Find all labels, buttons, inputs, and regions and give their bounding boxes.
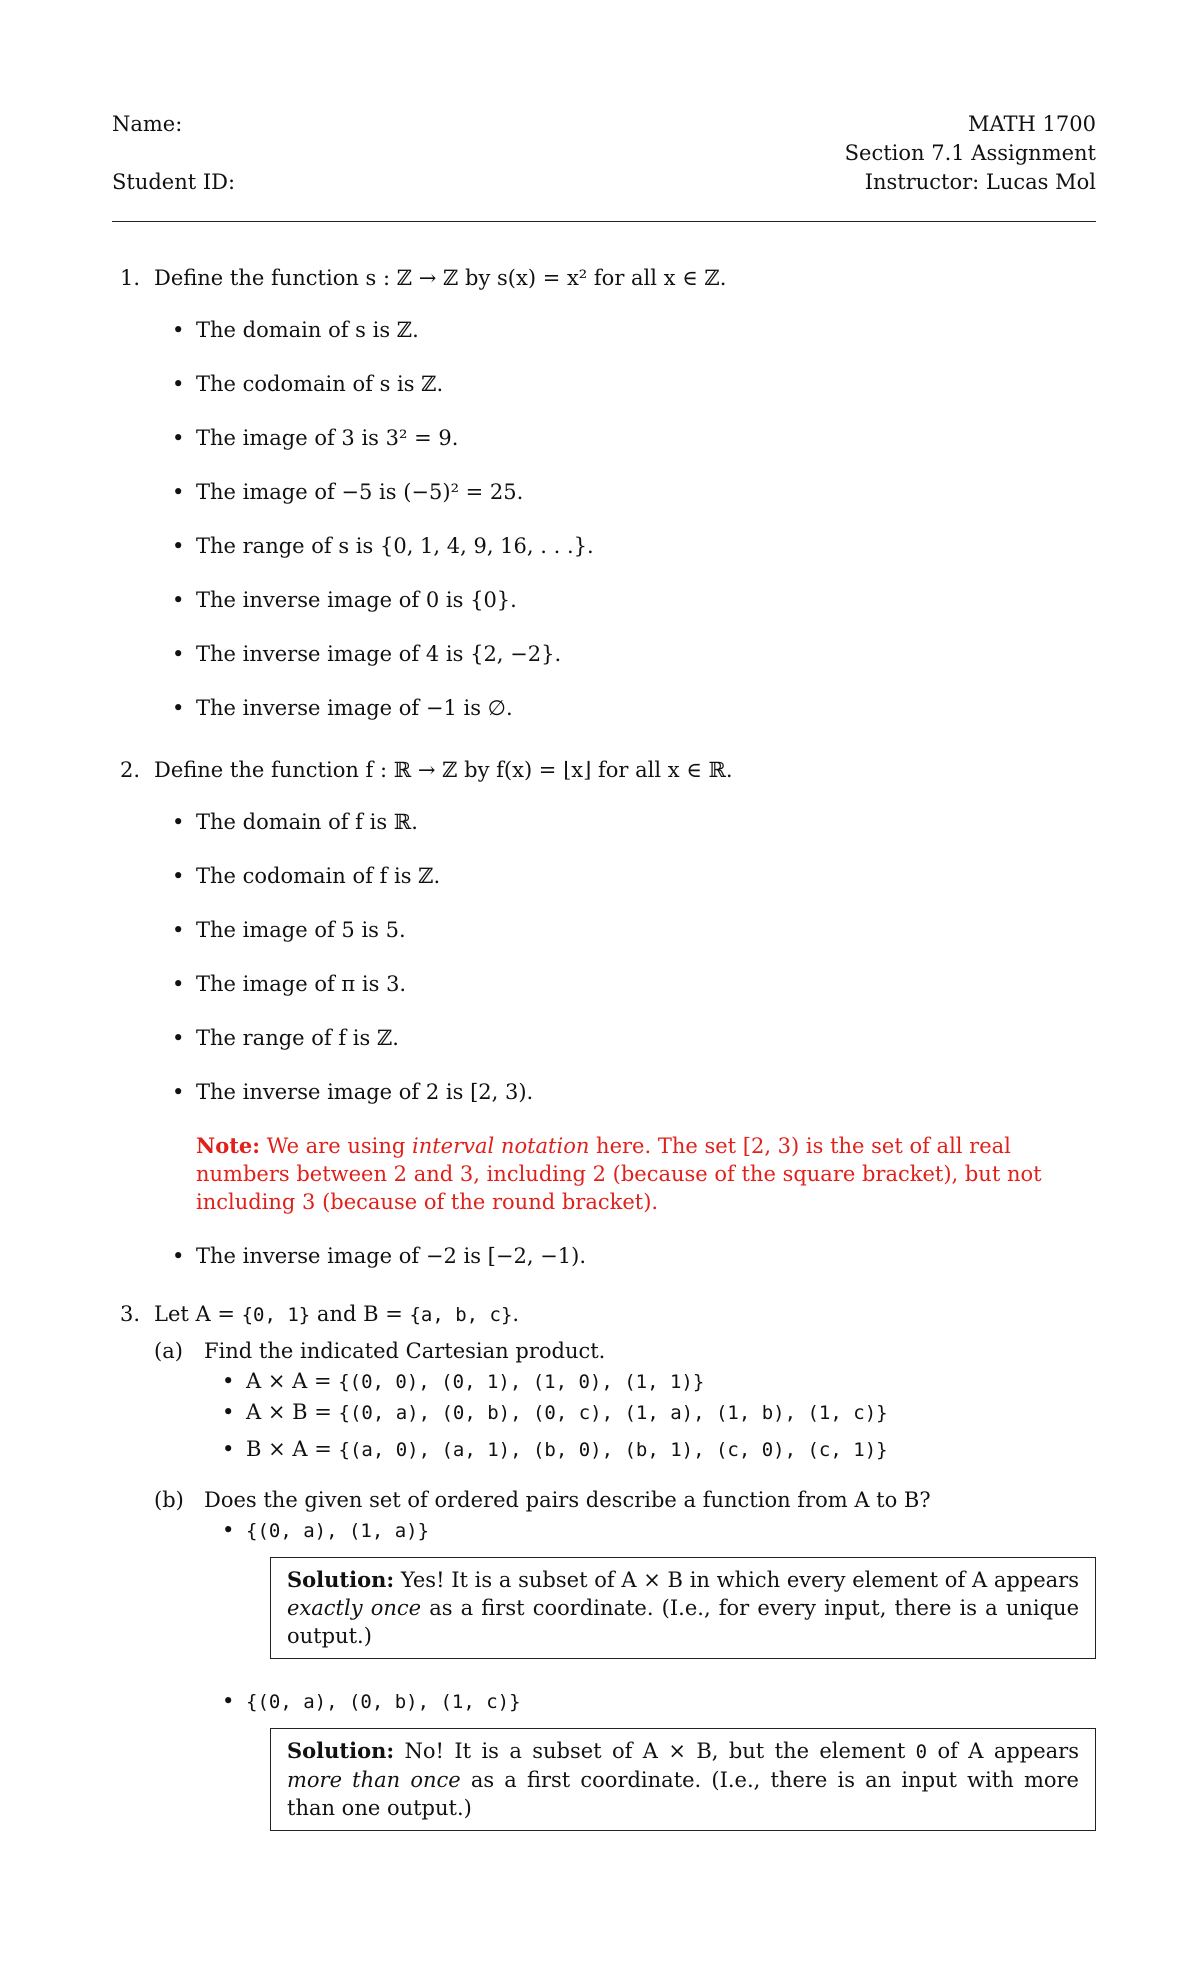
solution-label: Solution: bbox=[287, 1567, 395, 1592]
note-label: Note: bbox=[196, 1133, 261, 1158]
question-3 bbox=[112, 1300, 1096, 1831]
question-statement: Define the function s : ℤ → ℤ by s(x) = x² for all x ∈ ℤ. bbox=[154, 266, 727, 290]
question-number: 1. bbox=[120, 266, 141, 290]
list-item: • The inverse image of −2 is [−2, −1). bbox=[172, 1242, 1096, 1270]
header-divider bbox=[112, 221, 1096, 222]
question-statement: Let A = {0, 1} and B = {a, b, c}. bbox=[154, 1302, 520, 1326]
question-1-list bbox=[154, 316, 1096, 722]
question-2-list-cont bbox=[154, 1242, 1096, 1270]
note-emphasis: interval notation bbox=[412, 1134, 590, 1158]
list-item: • The range of f is ℤ. bbox=[172, 1024, 1096, 1052]
question-number: 2. bbox=[120, 758, 141, 782]
list-item: • {(0, a), (0, b), (1, c)} Solution: No! It is a subset of A × B, but the element 0 of A appears more than once as a first coordinate. (I.e., there is an input with more than one output.) bbox=[222, 1687, 1096, 1831]
question-statement: Define the function f : ℝ → ℤ by f(x) = ⌊x⌋ for all x ∈ ℝ. bbox=[154, 758, 733, 782]
list-item: • The inverse image of 0 is {0}. bbox=[172, 586, 1096, 614]
list-item: • The inverse image of −1 is ∅. bbox=[172, 694, 1096, 722]
list-item: • The image of π is 3. bbox=[172, 970, 1096, 998]
list-item: • The codomain of f is ℤ. bbox=[172, 862, 1096, 890]
list-item: • The range of s is {0, 1, 4, 9, 16, . . .}. bbox=[172, 532, 1096, 560]
assignment-page bbox=[112, 110, 1096, 1831]
part-b bbox=[154, 1486, 1096, 1831]
course-code: MATH 1700 bbox=[968, 112, 1096, 136]
part-label: (a) bbox=[154, 1339, 183, 1363]
student-id-label: Student ID: bbox=[112, 170, 236, 194]
list-item: • The image of −5 is (−5)² = 25. bbox=[172, 478, 1096, 506]
page-header bbox=[112, 110, 1096, 197]
question-1 bbox=[112, 264, 1096, 722]
ordered-pair-sets bbox=[204, 1516, 1096, 1831]
list-item: • The domain of s is ℤ. bbox=[172, 316, 1096, 344]
part-label: (b) bbox=[154, 1488, 184, 1512]
solution-box: Solution: No! It is a subset of A × B, but the element 0 of A appears more than once as a first coordinate. (I.e., there is an input with more than one output.) bbox=[270, 1728, 1096, 1831]
list-item: • A × B = {(0, a), (0, b), (0, c), (1, a), (1, b), (1, c)} bbox=[222, 1398, 1096, 1427]
assignment-title: Section 7.1 Assignment bbox=[844, 141, 1096, 165]
list-item: • The image of 5 is 5. bbox=[172, 916, 1096, 944]
note: Note: We are using interval notation here. The set [2, 3) is the set of all real numbers between 2 and 3, including 2 (because of the square bracket), but not including 3 (because of the round bracket). bbox=[196, 1133, 1042, 1214]
list-item: • {(0, a), (1, a)} Solution: Yes! It is a subset of A × B in which every element of A appears exactly once as a first coordinate. (I.e., for every input, there is a unique output.) bbox=[222, 1516, 1096, 1659]
part-statement: Does the given set of ordered pairs describe a function from A to B? bbox=[204, 1488, 931, 1512]
list-item: • The codomain of s is ℤ. bbox=[172, 370, 1096, 398]
cartesian-products bbox=[204, 1367, 1096, 1464]
name-label: Name: bbox=[112, 112, 183, 136]
question-2 bbox=[112, 756, 1096, 1270]
list-item: • A × A = {(0, 0), (0, 1), (1, 0), (1, 1)} bbox=[222, 1367, 1096, 1396]
instructor: Instructor: Lucas Mol bbox=[864, 170, 1096, 194]
part-a bbox=[154, 1337, 1096, 1464]
question-2-list bbox=[154, 808, 1096, 1106]
student-info bbox=[112, 110, 235, 197]
course-info bbox=[845, 110, 1096, 197]
part-statement: Find the indicated Cartesian product. bbox=[204, 1339, 606, 1363]
list-item: • The inverse image of 4 is {2, −2}. bbox=[172, 640, 1096, 668]
solution-box: Solution: Yes! It is a subset of A × B in which every element of A appears exactly once as a first coordinate. (I.e., for every input, there is a unique output.) bbox=[270, 1557, 1096, 1659]
list-item: • B × A = {(a, 0), (a, 1), (b, 0), (b, 1), (c, 0), (c, 1)} bbox=[222, 1435, 1096, 1464]
list-item: • The domain of f is ℝ. bbox=[172, 808, 1096, 836]
question-number: 3. bbox=[120, 1302, 141, 1326]
solution-label: Solution: bbox=[287, 1738, 395, 1763]
list-item: • The image of 3 is 3² = 9. bbox=[172, 424, 1096, 452]
list-item: • The inverse image of 2 is [2, 3). bbox=[172, 1078, 1096, 1106]
